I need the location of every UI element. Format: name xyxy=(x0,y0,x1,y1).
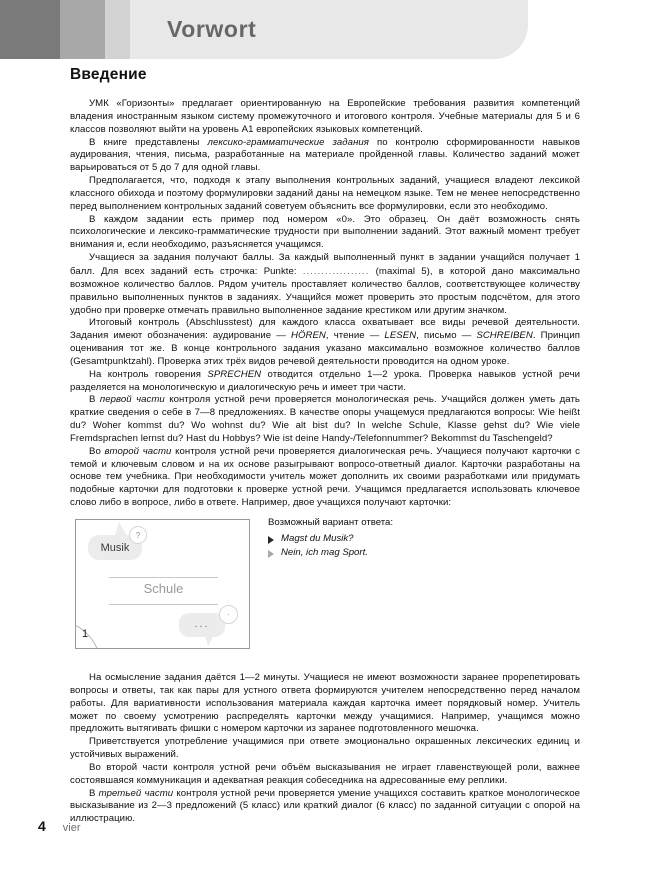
intro-text-block xyxy=(70,98,580,510)
p8-b: контроля устной речи проверяется монологическая речь. Учащийся должен уметь дать краткие сведения о себе в 7—8 предложениях. В качестве опоры учащемуся предлагаются вопросы: Wie heißt du? Woher kommst du? Wo wohnst du? Wie alt bist du? In welche Schule, Klasse gehst du? Wie viele Fremdsprachen lernst du? Hast du Hobbys? Wie ist deine Handy-/Telefonnummer? Bekommst du Taschengeld? xyxy=(70,394,580,444)
closing-text-block xyxy=(70,672,580,826)
paragraph-8 xyxy=(70,394,580,445)
header-band-light xyxy=(105,0,130,59)
dot-mark-icon xyxy=(219,605,238,624)
triangle-bullet-icon xyxy=(268,550,274,558)
p2-emphasis: лексико-грамматические задания xyxy=(207,136,369,148)
p8-a: В xyxy=(89,394,100,406)
paragraph-7 xyxy=(70,369,580,395)
card-rule-bottom xyxy=(109,604,218,605)
p9-emphasis: второй части xyxy=(104,445,172,457)
page-header-banner xyxy=(0,0,650,59)
p6-a: Итоговый контроль (Abschlusstest) для каждого класса охватывает все виды речевой деятельности. Задания имеют обозначения: аудирование — xyxy=(70,317,580,342)
page-title: Vorwort xyxy=(167,16,257,42)
p12-emphasis: третьей части xyxy=(98,787,174,799)
paragraph-2 xyxy=(70,137,580,176)
paragraph-5 xyxy=(70,252,580,317)
p2-post: по контролю сформированности навыков аудирования, чтения, письма, разработанные на материале пройденной главы. Количество заданий может варьироваться от 5 до 7 для одной главы. xyxy=(70,136,581,174)
sample-answer-line xyxy=(268,546,568,561)
page-footer xyxy=(38,818,81,834)
card-number: 1 xyxy=(82,628,89,640)
sample-answer-title: Возможный вариант ответа: xyxy=(268,517,394,528)
p8-emphasis: первой части xyxy=(99,394,165,406)
skill-label-horen: HÖREN xyxy=(290,330,326,342)
folio-word: vier xyxy=(62,822,81,834)
header-band-medium xyxy=(60,0,105,59)
card-rule-top xyxy=(109,577,218,578)
p7-b: отводится отдельно 1—2 урока. Проверка навыков устной речи разделяется на монологическую и диалогическую речь и имеет три части. xyxy=(70,368,580,393)
paragraph-13 xyxy=(70,788,580,827)
skill-label-sprechen: SPRECHEN xyxy=(207,368,262,380)
section-heading: Введение xyxy=(70,66,147,83)
question-mark-glyph: ? xyxy=(135,530,141,540)
skill-label-schreiben: SCHREIBEN xyxy=(476,330,533,342)
punkte-dotted-line: .................. xyxy=(302,265,370,276)
p9-b: контроля устной речи проверяется диалогическая речь. Учащиеся получают карточки с темой и ключевым словом и на их основе разыгрывают вопросо-ответный диалог. Карточки разработаны на основе тем учебника. При необходимости учитель может дополнить их своими разработками или придумать подобные карточки для подготовки к проверке устной речи. Учащимся предлагается использовать ключевое слово либо в вопросе, либо в ответе. Например, двое учащихся получают карточки: xyxy=(70,445,581,509)
speech-bubble-ellipsis xyxy=(179,613,225,637)
paragraph-6 xyxy=(70,317,580,368)
p6-c: , письмо — xyxy=(416,330,477,342)
card-center-word: Schule xyxy=(143,581,184,596)
triangle-bullet-icon xyxy=(268,536,274,544)
skill-label-lesen: LESEN xyxy=(384,330,417,342)
dot-mark-glyph: · xyxy=(227,610,230,619)
sample-answer-text: Nein, ich mag Sport. xyxy=(281,547,368,558)
sample-answer-text: Magst du Musik? xyxy=(281,532,354,544)
header-band-dark xyxy=(0,0,60,59)
sample-answer-block xyxy=(268,516,568,561)
p6-d: . Принцип оценивания тот же. В конце контрольного задания указано максимально возможное количество баллов (Gesamtpunktzahl). Проверка этих трёх видов речевой деятельности проводится на одном уроке. xyxy=(70,330,581,367)
example-figure xyxy=(70,516,580,661)
paragraph-11: Приветствуется употребление учащимися при ответе эмоционально окрашенных лексических единиц и устойчивых выражений. xyxy=(70,736,580,761)
bubble-ellipsis-glyph: ... xyxy=(194,618,210,630)
p2-pre: В книге представлены xyxy=(89,136,208,148)
p9-a: Во xyxy=(89,445,105,457)
sample-answer-line xyxy=(268,532,568,547)
p7-a: На контроль говорения xyxy=(89,368,208,380)
paragraph-10: На осмысление задания даётся 1—2 минуты. Учащиеся не имеют возможности заранее прорепетировать вопросы и ответы, так как пары для устного ответа формируются учителем непосредственно перед началом работы. Для вариативности использования материала каждая карточка имеет порядковый номер. Учитель может по своему усмотрению распределять карточки между учащимися. Например, учащимся можно предложить вытягивать фишки с номером карточки из заранее подготовленного мешочка. xyxy=(70,672,580,735)
p6-b: , чтение — xyxy=(325,330,385,342)
question-mark-icon xyxy=(129,526,147,544)
paragraph-12: Во второй части контроля устной речи объём высказывания не играет главенствующей роли, важнее состоявшаяся коммуникация и адекватная реакция собеседника на адресованные ему реплики. xyxy=(70,761,580,786)
folio-number: 4 xyxy=(38,818,46,834)
paragraph-4: В каждом задании есть пример под номером «0». Это образец. Он даёт возможность снять психологические и лексико-грамматические трудности при выполнении заданий. Этот важный момент требует внимания и, если необходимо, разъясняется учащимся. xyxy=(70,213,580,251)
paragraph-1: УМК «Горизонты» предлагает ориентированную на Европейские требования развития компетенций владения иностранным языком систему промежуточного и итогового контроля. Учебные материалы для 5 и 6 классов позволяют выйти на уровень А1 европейских языковых компетенций. xyxy=(70,98,580,135)
paragraph-9 xyxy=(70,446,580,510)
bubble-word-musik: Musik xyxy=(100,541,130,554)
p12-b: контроля устной речи проверяется умение учащихся составить краткое монологическое высказывание из 2—3 предложений (5 класс) или краткий диалог (6 класс) по заданной ситуации с опорой на иллюстрацию. xyxy=(70,787,581,825)
p5-pre: Учащиеся за задания получают баллы. За каждый выполненный пункт в задании учащийся получает 1 балл. Для всех заданий есть строчка: Punkte: xyxy=(70,252,580,277)
paragraph-3: Предполагается, что, подходя к этапу выполнения контрольных заданий, учащиеся владеют лексикой классного обихода и поэтому формулировки заданий даны на немецком языке. Тем не менее непосредственно перед выполнением контрольных заданий советуем объяснить все формулировки, если это необходимо. xyxy=(70,175,580,212)
p12-a: В xyxy=(89,787,99,799)
topic-card xyxy=(75,519,250,649)
p5-post: (maximal 5), в которой дано максимально возможное количество баллов. Рядом учитель проставляет количество баллов, соответствующее количеству правильно выполненных пунктов в заданиях. Учащийся может проверить это простым подсчётом, для этого удобно при проверке отмечать правильно выполненное задание крестиком или другим значком. xyxy=(70,265,580,316)
